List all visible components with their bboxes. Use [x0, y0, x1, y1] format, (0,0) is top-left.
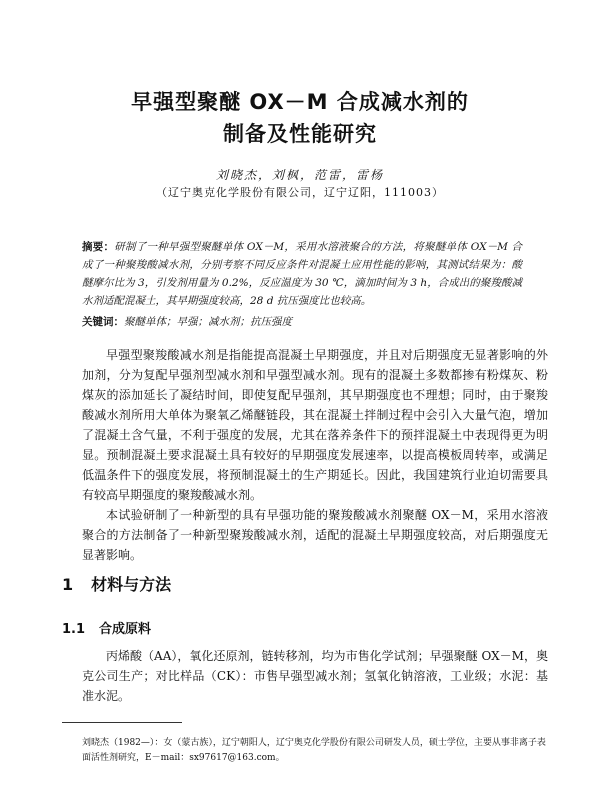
- subsection-heading-1-1: [62, 618, 151, 637]
- keywords: [82, 313, 522, 331]
- keywords-text: 聚醚单体；早强；减水剂；抗压强度: [124, 316, 292, 328]
- abstract: [82, 238, 522, 310]
- section-title: 材料与方法: [91, 575, 172, 594]
- paper-title-line1: 早强型聚醚 OX－M 合成减水剂的: [131, 90, 469, 114]
- abstract-label: 摘要：: [82, 241, 115, 253]
- author-footnote: 刘晓杰（1982—）：女（蒙古族），辽宁朝阳人，辽宁奥克化学股份有限公司研发人员，硕士学位，主要从事非离子表面活性剂研究，E－mail：sx97617@163.com。: [82, 738, 546, 763]
- intro-paragraph-2: 本试验研制了一种新型的具有早强功能的聚羧酸减水剂聚醚 OX－M，采用水溶液聚合的方法制备了一种新型聚羧酸减水剂，适配的混凝土早期强度较高，对后期强度无显著影响。: [82, 508, 548, 562]
- author-list: 刘晓杰，刘枫，范雷，雷杨: [215, 168, 384, 182]
- author-affiliation: （辽宁奥克化学股份有限公司，辽宁辽阳，111003）: [156, 186, 444, 199]
- subsection-title: 合成原料: [99, 622, 152, 637]
- subsection-number: 1.1: [62, 622, 86, 637]
- section-heading-1: [62, 572, 171, 595]
- keywords-label: 关键词：: [82, 316, 124, 328]
- section-number: 1: [62, 575, 74, 594]
- footnote-divider: [62, 722, 182, 723]
- abstract-text: 研制了一种早强型聚醚单体 OX－M，采用水溶液聚合的方法，将聚醚单体 OX－M 合成了一种聚羧酸减水剂，分别考察不同反应条件对混凝土应用性能的影响，其测试结果为：酸醚摩尔比为 3，引发剂用量为 0.2%，反应温度为 30 ℃，滴加时间为 3 h，合成出的聚羧酸减水剂适配混凝土，其早期强度较高，28 d 抗压强度比也较高。: [82, 241, 522, 307]
- materials-paragraph: 丙烯酸（AA），氧化还原剂，链转移剂，均为市售化学试剂；早强聚醚 OX－M，奥克公司生产；对比样品（CK）：市售早强型减水剂；氢氧化钠溶液，工业级；水泥：基准水泥。: [82, 649, 548, 703]
- intro-paragraph-1: 早强型聚羧酸减水剂是指能提高混凝土早期强度，并且对后期强度无显著影响的外加剂，分为复配早强剂型减水剂和早强型减水剂。现有的混凝土多数都掺有粉煤灰、粉煤灰的添加延长了凝结时间，即使复配早强剂，其早期强度也不理想；同时，由于聚羧酸减水剂所用大单体为聚氧乙烯醚链段，其在混凝土拌制过程中会引入大量气泡，增加了混凝土含气量，不利于强度的发展，尤其在落养条件下的预拌混凝土中表现得更为明显。预制混凝土要求混凝土具有较好的早期强度发展速率，以提高模板周转率，或满足低温条件下的强度发展，将预制混凝土的生产期延长。因此，我国建筑行业迫切需要具有较高早期强度的聚羧酸减水剂。: [82, 348, 548, 502]
- paper-title-line2: 制备及性能研究: [223, 122, 377, 146]
